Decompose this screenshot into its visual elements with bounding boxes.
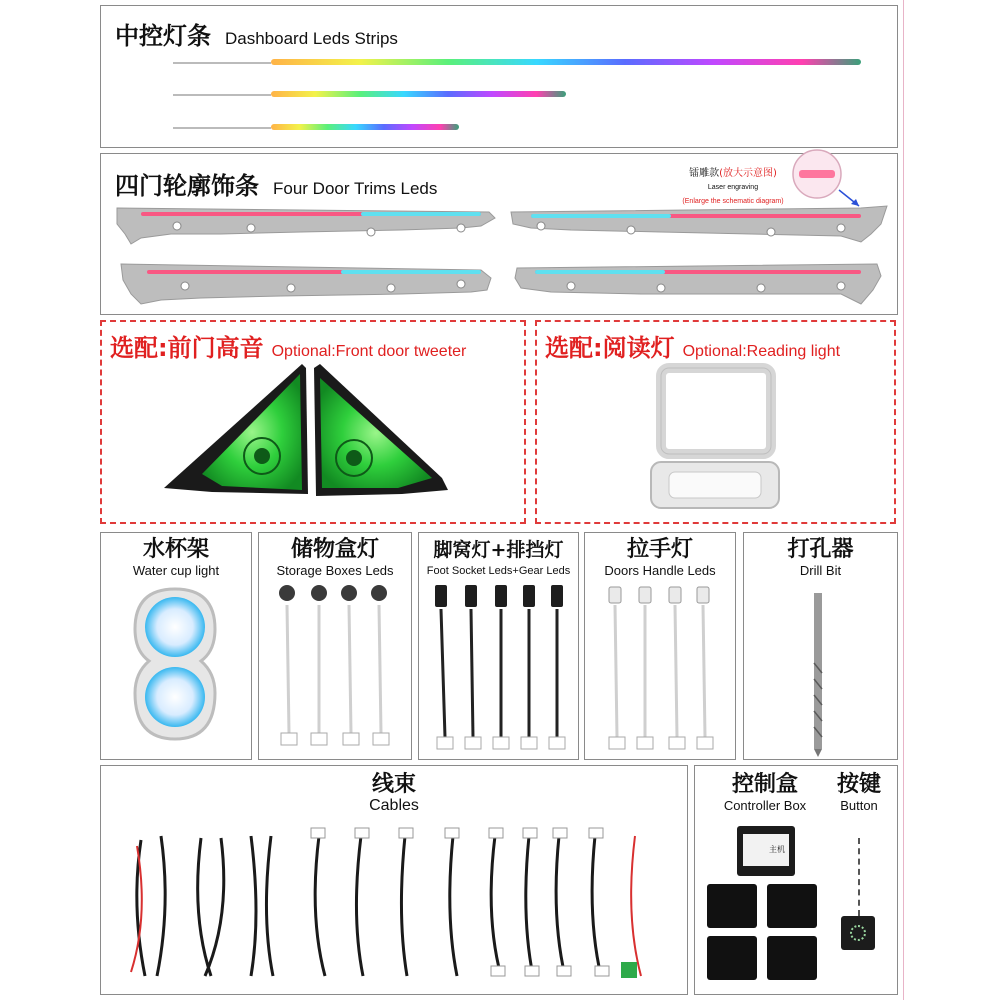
- button-cable: [858, 838, 860, 916]
- storage-leds-image: [259, 533, 413, 761]
- controller-label: 主机: [769, 845, 785, 854]
- tweeter-image: [102, 322, 528, 526]
- page-edge-rule: [903, 0, 904, 1000]
- controller-title-cn: 控制盒: [731, 772, 798, 797]
- foot-socket-leds-image: [419, 533, 580, 761]
- controller-module-2: [767, 884, 817, 928]
- button-title-cn: 按键: [836, 772, 881, 797]
- door-handle-panel: [584, 532, 736, 760]
- laser-en: Laser engraving: [707, 184, 759, 191]
- controller-module-3: [707, 936, 757, 980]
- foot-socket-panel: [418, 532, 579, 760]
- controller-module-1: [707, 884, 757, 928]
- dashboard-strip-medium: [173, 91, 566, 97]
- water-cup-title-cn: 水杯架: [142, 537, 209, 562]
- reading-light-frame: [661, 368, 771, 454]
- laser-en-note: (Enlarge the schematic diagram): [682, 198, 784, 205]
- door-handle-leds-image: [585, 533, 737, 761]
- dashboard-title-cn: 中控灯条: [115, 22, 211, 50]
- storage-title-cn: 储物盒灯: [290, 537, 379, 562]
- drill-bit-panel: [743, 532, 898, 760]
- dashboard-strip-short: [173, 124, 459, 130]
- tweeter-right: [314, 364, 448, 496]
- button-ring-icon: [850, 925, 866, 941]
- water-cup-title-en: Water cup light: [132, 563, 220, 578]
- door-trim-front-left: [117, 208, 495, 244]
- controller-heading: [709, 772, 821, 814]
- button-switch: [841, 916, 875, 950]
- drill-title-cn: 打孔器: [787, 537, 854, 562]
- door-trims-title-en: Four Door Trims Leds: [273, 179, 438, 198]
- tweeter-panel: [100, 320, 526, 524]
- door-trims-panel: [100, 153, 898, 315]
- button-title-en: Button: [840, 798, 878, 813]
- controller-label-card: [743, 834, 789, 866]
- button-heading: [827, 772, 891, 814]
- water-cup-image: [101, 533, 253, 761]
- dashboard-strip-long: [173, 59, 861, 65]
- tweeter-left: [164, 364, 308, 494]
- controller-box: [737, 826, 795, 876]
- reading-title-cn: 选配:阅读灯: [545, 334, 675, 362]
- door-trim-rear-left: [121, 264, 491, 304]
- controller-module-4: [767, 936, 817, 980]
- handle-title-en: Doors Handle Leds: [604, 563, 716, 578]
- dashboard-strips-panel: [100, 5, 898, 148]
- cables-image: [101, 766, 689, 996]
- water-cup-panel: [100, 532, 252, 760]
- cables-title-en: Cables: [369, 797, 419, 814]
- foot-title-en: Foot Socket Leds+Gear Leds: [426, 565, 571, 577]
- tweeter-title-en: Optional:Front door tweeter: [271, 343, 467, 360]
- laser-magnifier-icon: [793, 150, 859, 206]
- dashboard-strips-image: [101, 6, 899, 149]
- controller-title-en: Controller Box: [723, 798, 807, 813]
- controller-panel: [694, 765, 898, 995]
- dashboard-title-en: Dashboard Leds Strips: [225, 29, 398, 48]
- reading-light-image: [537, 322, 898, 526]
- door-trim-rear-right: [515, 264, 881, 304]
- tweeter-title-cn: 选配:前门高音: [110, 334, 264, 362]
- foot-title-cn: 脚窝灯+排挡灯: [433, 539, 564, 561]
- reading-light-lens: [651, 462, 779, 508]
- laser-cn-highlight: (放大示意图): [719, 168, 777, 179]
- door-trims-title-cn: 四门轮廓饰条: [115, 172, 259, 200]
- cables-panel: [100, 765, 688, 995]
- door-trim-front-right: [511, 206, 887, 242]
- drill-bit-image: [744, 533, 899, 761]
- reading-light-panel: [535, 320, 896, 524]
- cables-title-cn: 线束: [371, 772, 416, 797]
- laser-cn-prefix: 镭雕款: [689, 168, 720, 179]
- storage-title-en: Storage Boxes Leds: [276, 563, 394, 578]
- handle-title-cn: 拉手灯: [626, 537, 693, 562]
- reading-title-en: Optional:Reading light: [682, 343, 841, 360]
- drill-title-en: Drill Bit: [799, 563, 842, 578]
- door-trims-image: [101, 154, 899, 316]
- storage-panel: [258, 532, 412, 760]
